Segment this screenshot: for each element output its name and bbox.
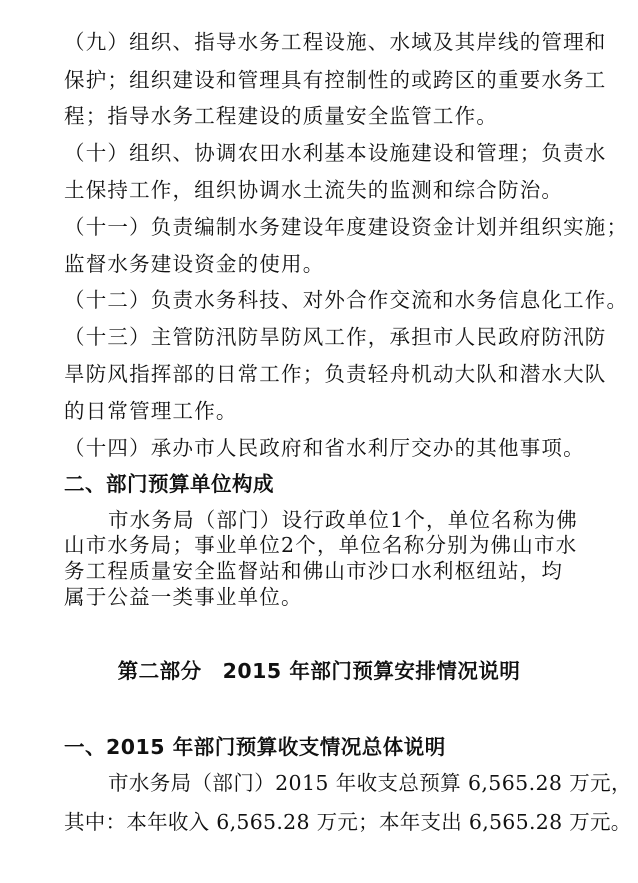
paragraph-line: 其中：本年收入 6,565.28 万元；本年支出 6,565.28 万元。 [64, 810, 632, 834]
paragraph-line: 市水务局（部门）设行政单位1个，单位名称为佛 [108, 508, 578, 532]
paragraph-line: （十一）负责编制水务建设年度建设资金计划并组织实施； [64, 215, 629, 239]
paragraph-line: 监督水务建设资金的使用。 [64, 252, 325, 276]
paragraph-line: 的日常管理工作。 [64, 399, 238, 423]
paragraph-line: 土保持工作，组织协调水土流失的监测和综合防治。 [64, 178, 564, 202]
section-heading-budget-overview: 一、2015 年部门预算收支情况总体说明 [64, 735, 446, 759]
paragraph-line: （九）组织、指导水务工程设施、水域及其岸线的管理和 [64, 30, 607, 54]
paragraph-line: （十四）承办市人民政府和省水利厅交办的其他事项。 [64, 436, 585, 460]
paragraph-line: 属于公益一类事业单位。 [64, 585, 303, 609]
paragraph-line: （十三）主管防汛防旱防风工作，承担市人民政府防汛防 [64, 325, 607, 349]
paragraph-line: 程；指导水务工程建设的质量安全监管工作。 [64, 104, 498, 128]
paragraph-line: 旱防风指挥部的日常工作；负责轻舟机动大队和潜水大队 [64, 362, 607, 386]
paragraph-line: （十）组织、协调农田水利基本设施建设和管理；负责水 [64, 141, 607, 165]
section-heading-budget-units: 二、部门预算单位构成 [64, 472, 274, 496]
paragraph-line: 市水务局（部门）2015 年收支总预算 6,565.28 万元， [108, 771, 632, 795]
part-two-title: 第二部分 2015 年部门预算安排情况说明 [117, 659, 521, 683]
paragraph-line: （十二）负责水务科技、对外合作交流和水务信息化工作。 [64, 288, 629, 312]
paragraph-line: 保护；组织建设和管理具有控制性的或跨区的重要水务工 [64, 68, 607, 92]
paragraph-line: 山市水务局；事业单位2个，单位名称分别为佛山市水 [64, 533, 578, 557]
paragraph-line: 务工程质量安全监督站和佛山市沙口水利枢纽站，均 [64, 559, 564, 583]
